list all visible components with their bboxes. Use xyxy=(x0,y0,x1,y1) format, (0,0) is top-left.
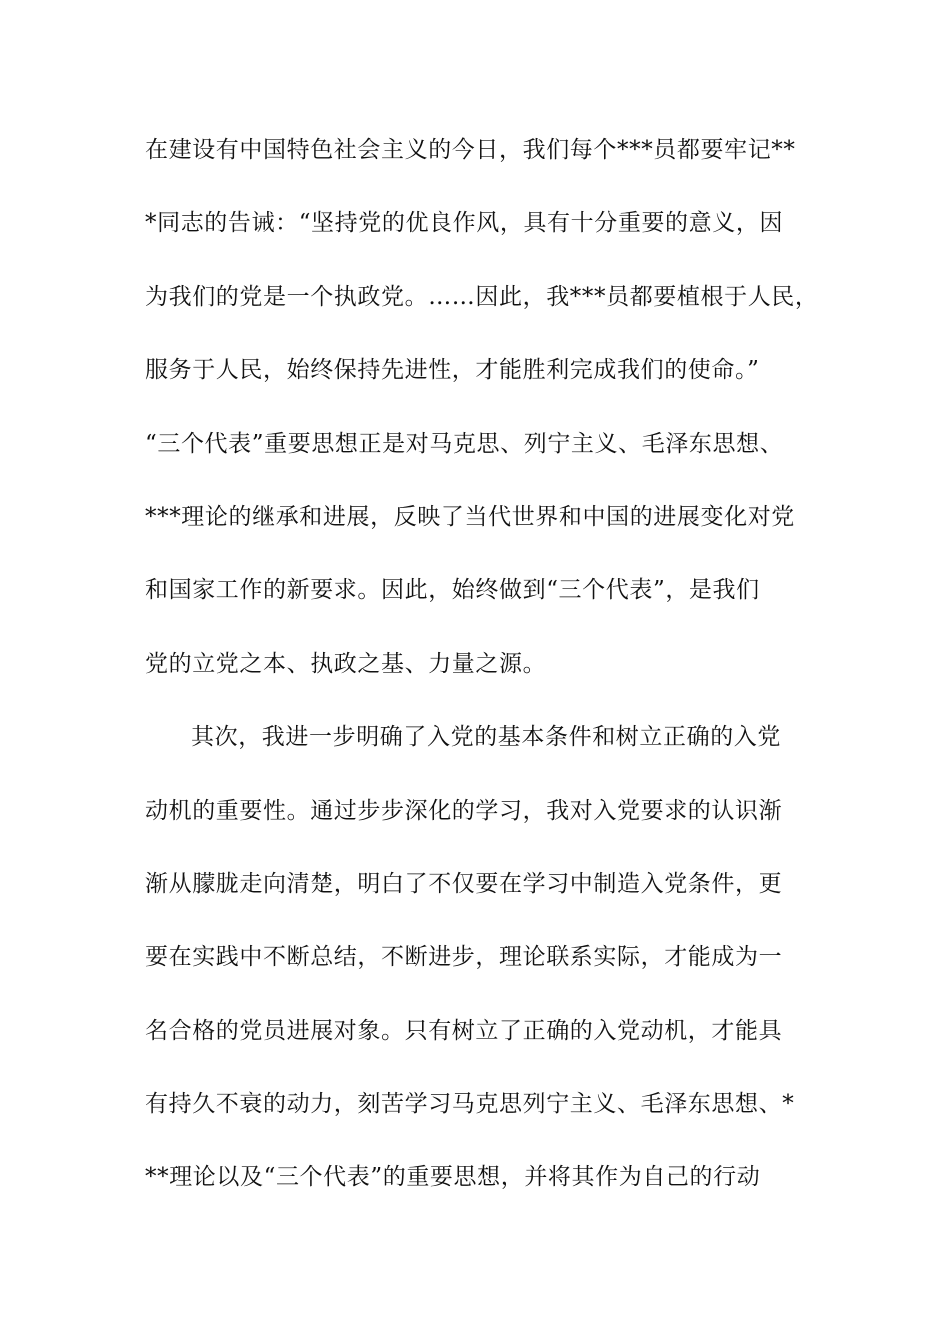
text-line: 服务于人民，始终保持先进性，才能胜利完成我们的使命。” xyxy=(145,357,760,384)
body-text xyxy=(145,126,835,1227)
text-line: 党的立党之本、执政之基、力量之源。 xyxy=(145,650,547,677)
paragraph-start-line: 其次，我进一步明确了入党的基本条件和树立正确的入党 xyxy=(191,724,781,751)
text-line: 渐从朦胧走向清楚，明白了不仅要在学习中制造入党条件，更 xyxy=(145,870,783,897)
text-line: *同志的告诫：“坚持党的优良作风，具有十分重要的意义，因 xyxy=(145,210,784,237)
text-line: 有持久不衰的动力，刻苦学习马克思列宁主义、毛泽东思想、* xyxy=(145,1091,795,1118)
text-line: ***理论的继承和进展，反映了当代世界和中国的进展变化对党 xyxy=(145,503,795,530)
text-line: 要在实践中不断总结，不断进步，理论联系实际，才能成为一 xyxy=(145,944,783,971)
text-line: 名合格的党员进展对象。只有树立了正确的入党动机，才能具 xyxy=(145,1017,783,1044)
text-line: 在建设有中国特色社会主义的今日，我们每个***员都要牢记** xyxy=(145,137,796,163)
text-line: “三个代表”重要思想正是对马克思、列宁主义、毛泽东思想、 xyxy=(145,430,784,457)
text-line: 和国家工作的新要求。因此，始终做到“三个代表”，是我们 xyxy=(145,577,760,604)
text-line: 动机的重要性。通过步步深化的学习，我对入党要求的认识渐 xyxy=(145,797,783,824)
text-line: **理论以及“三个代表”的重要思想，并将其作为自己的行动 xyxy=(145,1164,761,1191)
text-line: 为我们的党是一个执政党。……因此，我***员都要植根于人民， xyxy=(145,283,819,310)
